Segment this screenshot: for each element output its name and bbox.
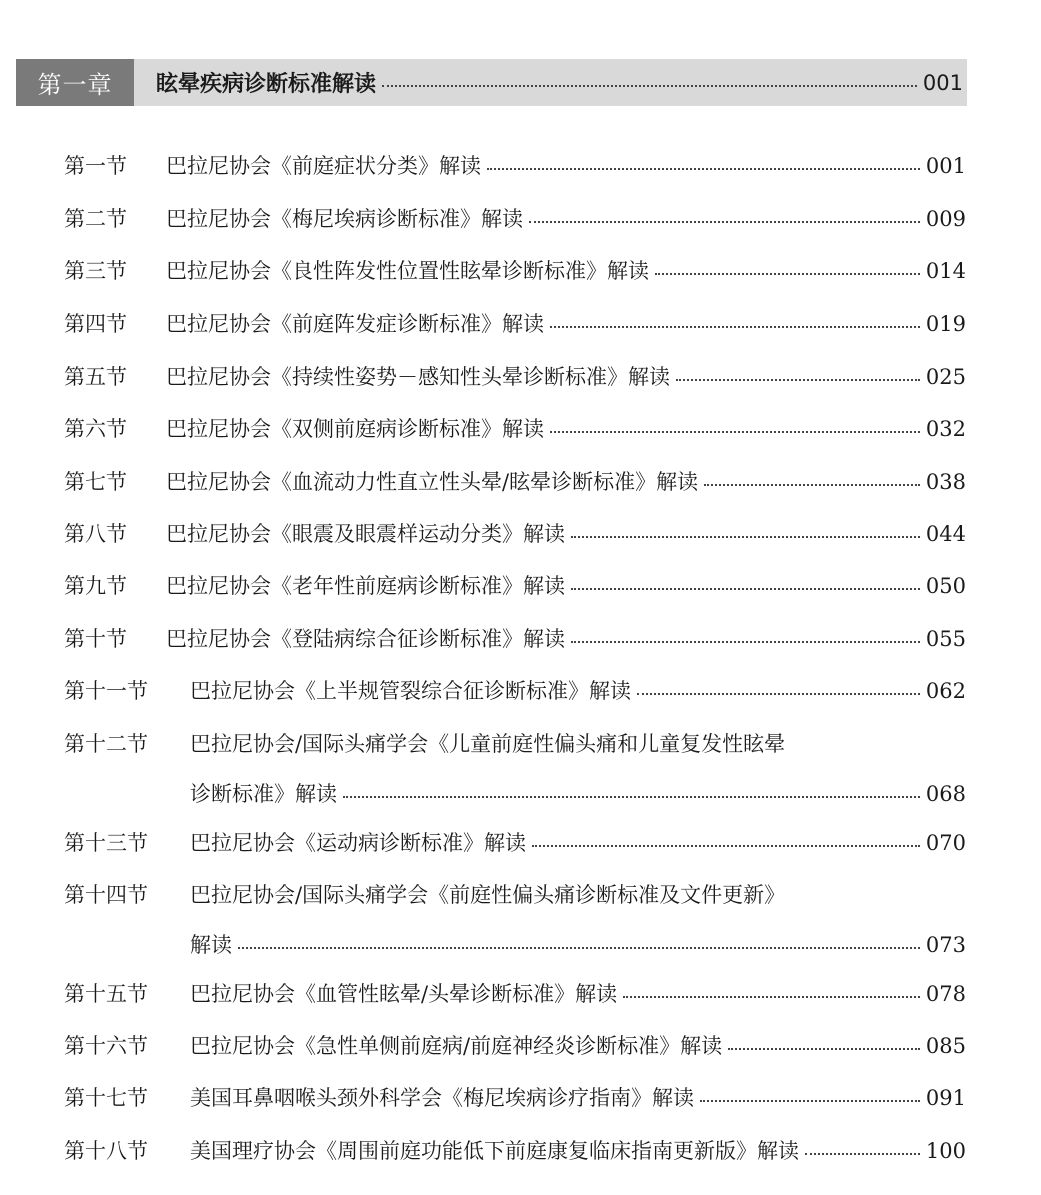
page-number: 073	[925, 933, 966, 957]
chapter-title: 眩晕疾病诊断标准解读	[156, 72, 377, 97]
leader-dots	[343, 796, 920, 798]
section-title: 巴拉尼协会《登陆病综合征诊断标准》解读	[166, 627, 565, 651]
chapter-page-number: 001	[922, 70, 963, 95]
toc-entry[interactable]	[64, 362, 966, 392]
section-title: 巴拉尼协会《上半规管裂综合征诊断标准》解读	[190, 679, 631, 703]
section-number: 第十八节	[64, 1139, 148, 1163]
leader-dots	[805, 1153, 920, 1155]
leader-dots	[382, 85, 917, 87]
section-title: 巴拉尼协会《双侧前庭病诊断标准》解读	[166, 417, 544, 441]
toc-entry[interactable]	[64, 1083, 966, 1113]
section-number: 第十节	[64, 627, 127, 651]
section-title: 巴拉尼协会《良性阵发性位置性眩晕诊断标准》解读	[166, 259, 649, 283]
section-number: 第十一节	[64, 679, 148, 703]
leader-dots	[571, 588, 920, 590]
leader-dots	[655, 273, 920, 275]
section-number: 第十五节	[64, 982, 148, 1006]
page-number: 091	[925, 1086, 966, 1110]
toc-entry[interactable]	[64, 256, 966, 286]
page-number: 050	[925, 574, 966, 598]
page-number: 044	[925, 522, 966, 546]
leader-dots	[550, 431, 920, 433]
toc-entry[interactable]	[64, 1031, 966, 1061]
page-number: 025	[925, 365, 966, 389]
page-number: 038	[925, 470, 966, 494]
toc-entry[interactable]	[64, 204, 966, 234]
section-number: 第十二节	[64, 732, 148, 756]
toc-entry[interactable]	[64, 519, 966, 549]
page-number: 062	[925, 679, 966, 703]
toc-entry[interactable]	[64, 979, 966, 1009]
section-number: 第九节	[64, 574, 127, 598]
section-title: 巴拉尼协会/国际头痛学会《儿童前庭性偏头痛和儿童复发性眩晕	[190, 732, 786, 756]
leader-dots	[529, 221, 920, 223]
page-number: 070	[925, 831, 966, 855]
section-number: 第二节	[64, 207, 127, 231]
page-number: 085	[925, 1034, 966, 1058]
leader-dots	[238, 947, 920, 949]
toc-entry[interactable]	[64, 828, 966, 858]
section-number: 第十三节	[64, 831, 148, 855]
section-title: 巴拉尼协会《急性单侧前庭病/前庭神经炎诊断标准》解读	[190, 1034, 723, 1058]
page-number: 009	[925, 207, 966, 231]
toc-entry[interactable]	[64, 624, 966, 654]
toc-entry[interactable]	[64, 729, 966, 809]
toc-entry[interactable]	[64, 571, 966, 601]
leader-dots	[532, 845, 920, 847]
section-number: 第六节	[64, 417, 127, 441]
leader-dots	[728, 1048, 920, 1050]
toc-entry[interactable]	[64, 309, 966, 339]
section-title: 巴拉尼协会《血流动力性直立性头晕/眩晕诊断标准》解读	[166, 470, 699, 494]
leader-dots	[676, 379, 920, 381]
page-number: 001	[925, 154, 966, 178]
toc-entry[interactable]	[64, 151, 966, 181]
page-number: 032	[925, 417, 966, 441]
section-title: 巴拉尼协会《运动病诊断标准》解读	[190, 831, 526, 855]
leader-dots	[571, 641, 920, 643]
section-number: 第四节	[64, 312, 127, 336]
toc-entry[interactable]	[64, 880, 966, 960]
section-number: 第十四节	[64, 883, 148, 907]
section-number: 第八节	[64, 522, 127, 546]
section-number: 第一节	[64, 154, 127, 178]
section-title: 美国耳鼻咽喉头颈外科学会《梅尼埃病诊疗指南》解读	[190, 1086, 694, 1110]
leader-dots	[550, 326, 920, 328]
toc-entry[interactable]	[64, 676, 966, 706]
section-title: 美国理疗协会《周围前庭功能低下前庭康复临床指南更新版》解读	[190, 1139, 799, 1163]
leader-dots	[637, 693, 920, 695]
section-number: 第三节	[64, 259, 127, 283]
section-number: 第十六节	[64, 1034, 148, 1058]
leader-dots	[704, 484, 920, 486]
section-title: 巴拉尼协会《老年性前庭病诊断标准》解读	[166, 574, 565, 598]
section-number: 第七节	[64, 470, 127, 494]
section-number: 第十七节	[64, 1086, 148, 1110]
page-number: 068	[925, 782, 966, 806]
leader-dots	[623, 996, 920, 998]
chapter-label: 第一章	[16, 59, 134, 106]
toc-entry[interactable]	[64, 414, 966, 444]
leader-dots	[487, 168, 920, 170]
section-title: 巴拉尼协会《血管性眩晕/头晕诊断标准》解读	[190, 982, 618, 1006]
chapter-header	[16, 59, 967, 106]
page-number: 078	[925, 982, 966, 1006]
section-title: 巴拉尼协会《梅尼埃病诊断标准》解读	[166, 207, 523, 231]
toc-entry[interactable]	[64, 467, 966, 497]
section-title: 巴拉尼协会/国际头痛学会《前庭性偏头痛诊断标准及文件更新》	[190, 883, 786, 907]
section-title: 巴拉尼协会《前庭阵发症诊断标准》解读	[166, 312, 544, 336]
page-number: 014	[925, 259, 966, 283]
page-number: 055	[925, 627, 966, 651]
section-title: 巴拉尼协会《前庭症状分类》解读	[166, 154, 481, 178]
toc-entry[interactable]	[64, 1136, 966, 1166]
section-number: 第五节	[64, 365, 127, 389]
section-title-continued: 诊断标准》解读	[190, 782, 337, 806]
section-title: 巴拉尼协会《眼震及眼震样运动分类》解读	[166, 522, 565, 546]
leader-dots	[700, 1100, 920, 1102]
page-number: 100	[925, 1139, 966, 1163]
section-title: 巴拉尼协会《持续性姿势－感知性头晕诊断标准》解读	[166, 365, 670, 389]
leader-dots	[571, 536, 920, 538]
chapter-title-row[interactable]	[134, 59, 967, 106]
section-title-continued: 解读	[190, 933, 232, 957]
page-number: 019	[925, 312, 966, 336]
